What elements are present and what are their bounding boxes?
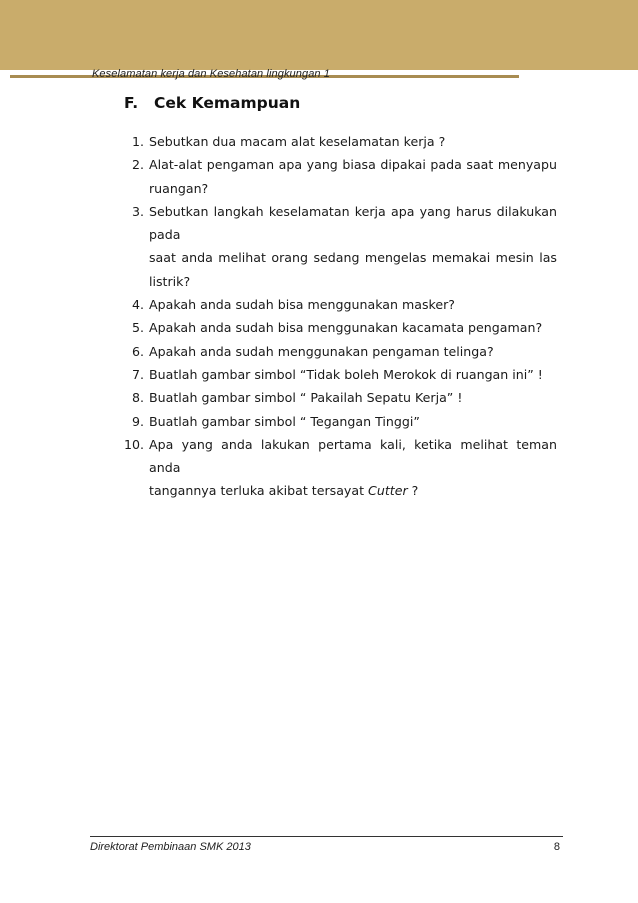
question-line: Buatlah gambar simbol “Tidak boleh Merokok di ruangan ini” ! — [149, 366, 543, 382]
question-line-pre: tangannya terluka akibat tersayat — [149, 483, 369, 499]
question-line: Apakah anda sudah bisa menggunakan masker? — [149, 297, 455, 313]
running-head: Keselamatan kerja dan Kesehatan lingkungan 1 — [92, 68, 331, 80]
section-title — [124, 94, 300, 112]
question-number: 8. — [131, 390, 144, 406]
question-line: saat anda melihat orang sedang mengelas memakai mesin las listrik? — [149, 250, 557, 289]
header-band — [0, 0, 638, 70]
question-text — [149, 433, 557, 503]
question-line: Apakah anda sudah menggunakan pengaman telinga? — [149, 343, 494, 359]
question-text — [149, 340, 557, 363]
question-item — [121, 130, 557, 153]
question-item — [121, 433, 557, 503]
footer-publisher: Direktorat Pembinaan SMK 2013 — [90, 841, 251, 853]
header-tail — [519, 71, 533, 80]
question-number: 2. — [131, 157, 144, 173]
question-line: Sebutkan langkah keselamatan kerja apa yang harus dilakukan pada — [149, 203, 557, 243]
section-title-text: Cek Kemampuan — [154, 94, 301, 112]
question-text — [149, 363, 557, 386]
question-number: 4. — [131, 297, 144, 313]
question-number: 3. — [131, 203, 144, 219]
question-line-post: ? — [407, 483, 419, 499]
question-text — [149, 153, 557, 200]
question-line: ruangan? — [149, 180, 209, 196]
question-item — [121, 363, 557, 386]
question-item — [121, 200, 557, 293]
question-text — [149, 316, 557, 339]
section-letter: F. — [124, 94, 139, 112]
question-number: 7. — [131, 366, 144, 382]
question-item — [121, 386, 557, 409]
question-text — [149, 200, 557, 293]
question-line: Apa yang anda lakukan pertama kali, ketika melihat teman anda — [149, 436, 557, 476]
question-line — [149, 479, 557, 502]
question-line: Alat-alat pengaman apa yang biasa dipakai pada saat menyapu — [149, 157, 557, 173]
question-text — [149, 293, 557, 316]
question-text — [149, 130, 557, 153]
question-emphasis: Cutter — [368, 483, 408, 499]
question-item — [121, 293, 557, 316]
question-number: 10. — [123, 436, 144, 452]
question-item — [121, 340, 557, 363]
question-number: 5. — [131, 320, 144, 336]
question-number: 1. — [131, 134, 144, 149]
question-text — [149, 410, 557, 433]
question-line: Buatlah gambar simbol “ Pakailah Sepatu Kerja” ! — [149, 390, 463, 406]
footer-rule — [90, 836, 563, 837]
question-text — [149, 386, 557, 409]
question-number: 6. — [131, 343, 144, 359]
question-item — [121, 316, 557, 339]
question-line: Sebutkan dua macam alat keselamatan kerja ? — [149, 134, 446, 149]
question-line: Buatlah gambar simbol “ Tegangan Tinggi” — [149, 413, 420, 429]
question-item — [121, 153, 557, 200]
page-number: 8 — [553, 841, 560, 853]
question-line: Apakah anda sudah bisa menggunakan kacamata pengaman? — [149, 320, 543, 336]
question-number: 9. — [131, 413, 144, 429]
question-list — [121, 130, 557, 503]
question-item — [121, 410, 557, 433]
